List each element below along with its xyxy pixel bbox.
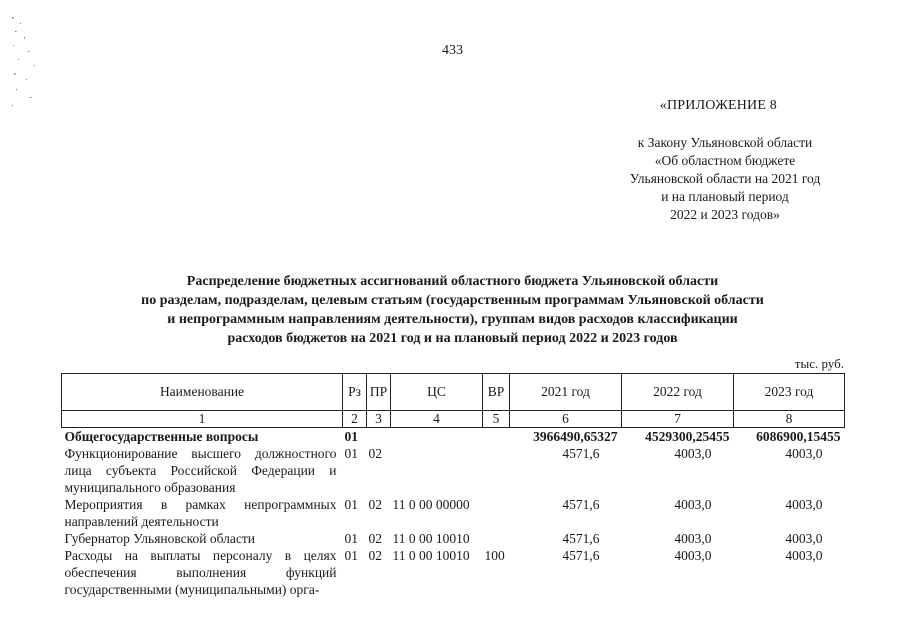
row-2021: 4571,6 [562, 531, 600, 546]
column-number-row [62, 411, 845, 428]
law-reference-line: и на плановый период [661, 189, 789, 204]
header-rz: Рз [343, 374, 367, 411]
row-cs: 11 0 00 10010 [392, 531, 470, 546]
header-pr: ПР [367, 374, 391, 411]
row-pr [367, 428, 391, 446]
row-vr: 100 [484, 548, 505, 563]
units-label: тыс. руб. [794, 356, 844, 371]
table-header-row [62, 374, 845, 411]
law-reference-line: 2022 и 2023 годов» [670, 207, 780, 222]
row-2023: 4003,0 [785, 531, 823, 546]
table-row [62, 428, 845, 446]
row-vr [483, 445, 510, 496]
title-line: и непрограммным направлениям деятельности), группам видов расходов классификации [167, 312, 738, 327]
row-2022: 4529300,25455 [645, 429, 730, 444]
header-name: Наименование [62, 374, 343, 411]
header-vr: ВР [483, 374, 510, 411]
row-cs: 11 0 00 10010 [392, 548, 470, 563]
row-rz: 01 [344, 548, 358, 563]
row-cs [391, 445, 483, 496]
law-reference-line: к Закону Ульяновской области [637, 135, 813, 150]
row-2021: 4571,6 [562, 446, 600, 461]
title-line: по разделам, подразделам, целевым статьям (государственным программам Ульяновской области [141, 293, 764, 308]
header-2023: 2023 год [734, 374, 845, 411]
row-2022: 4003,0 [674, 497, 712, 512]
row-rz: 01 [344, 497, 358, 512]
budget-table [61, 373, 845, 598]
column-number: 3 [367, 411, 391, 428]
column-number: 7 [622, 411, 734, 428]
law-reference-line: Ульяновской области на 2021 год [629, 171, 821, 186]
row-cs [391, 428, 483, 446]
row-pr: 02 [368, 531, 382, 546]
row-vr [483, 496, 510, 530]
row-name: Губернатор Ульяновской области [64, 531, 256, 546]
row-2023: 4003,0 [785, 446, 823, 461]
row-rz: 01 [344, 446, 358, 461]
row-2021: 4571,6 [562, 497, 600, 512]
appendix-label: «ПРИЛОЖЕНИЕ 8 [659, 98, 777, 113]
document-title [0, 272, 905, 348]
table-row [62, 530, 845, 547]
row-pr: 02 [368, 446, 382, 461]
column-number: 4 [391, 411, 483, 428]
row-2022: 4003,0 [674, 548, 712, 563]
row-2022: 4003,0 [674, 531, 712, 546]
page-number: 433 [442, 43, 463, 58]
column-number: 6 [510, 411, 622, 428]
row-2021: 4571,6 [562, 548, 600, 563]
header-2021: 2021 год [510, 374, 622, 411]
row-name: Расходы на выплаты персоналу в целях обеспечения выполнения функций государственными (муниципальными) орга- [64, 548, 337, 597]
row-rz: 01 [344, 429, 358, 444]
law-reference-line: «Об областном бюджете [654, 153, 796, 168]
row-vr [483, 428, 510, 446]
row-rz: 01 [344, 531, 358, 546]
column-number: 8 [734, 411, 845, 428]
title-line: расходов бюджетов на 2021 год и на плановый период 2022 и 2023 годов [227, 331, 678, 346]
scan-noise-marks [10, 15, 50, 115]
table-row [62, 496, 845, 530]
header-cs: ЦС [391, 374, 483, 411]
law-reference [560, 134, 890, 224]
row-pr: 02 [368, 548, 382, 563]
column-number: 2 [343, 411, 367, 428]
row-2022: 4003,0 [674, 446, 712, 461]
row-2021: 3966490,65327 [533, 429, 618, 444]
row-cs: 11 0 00 00000 [392, 497, 470, 512]
row-2023: 4003,0 [785, 548, 823, 563]
row-pr: 02 [368, 497, 382, 512]
table-row [62, 547, 845, 598]
row-2023: 4003,0 [785, 497, 823, 512]
header-2022: 2022 год [622, 374, 734, 411]
row-2023: 6086900,15455 [756, 429, 841, 444]
table-row [62, 445, 845, 496]
row-name: Функционирование высшего должностного лица субъекта Российской Федерации и муниципального образования [64, 446, 337, 495]
row-name: Мероприятия в рамках непрограммных направлений деятельности [64, 497, 337, 529]
column-number: 5 [483, 411, 510, 428]
row-vr [483, 530, 510, 547]
row-name: Общегосударственные вопросы [64, 429, 259, 444]
column-number: 1 [62, 411, 343, 428]
title-line: Распределение бюджетных ассигнований областного бюджета Ульяновской области [186, 274, 719, 289]
